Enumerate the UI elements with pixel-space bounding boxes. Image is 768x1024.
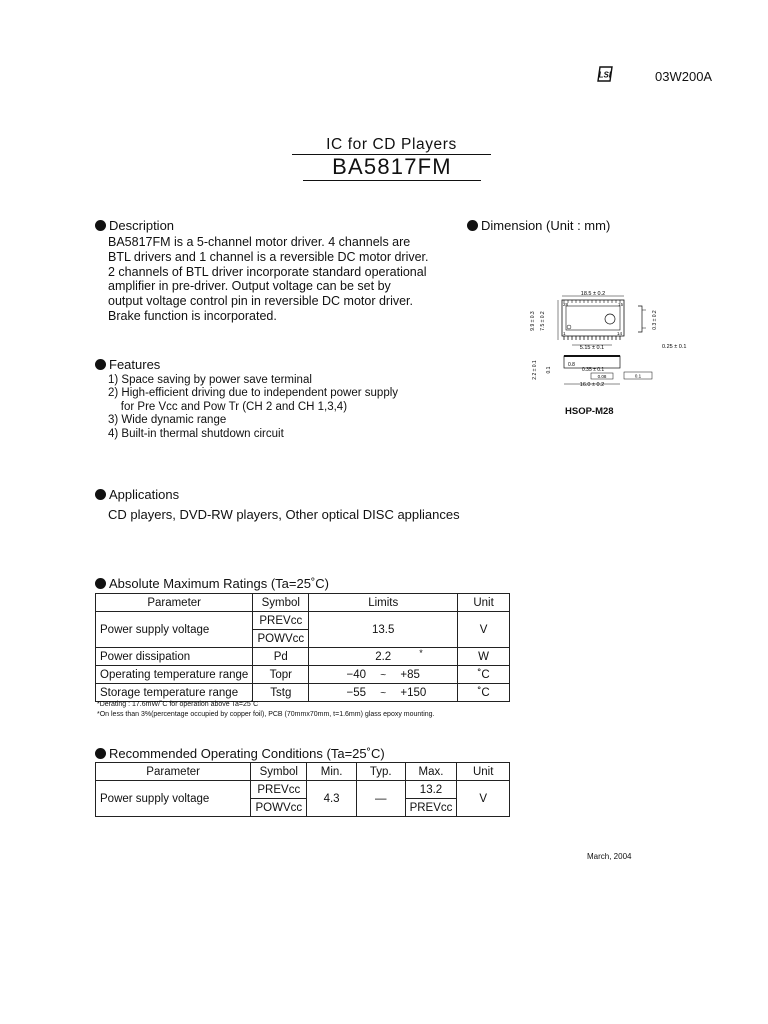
dim-left1: 9.9 ± 0.3	[530, 311, 536, 331]
header-cell: Max.	[405, 763, 457, 781]
symbol-cell: PREVcc	[253, 612, 309, 630]
description-line: output voltage control pin in reversible DC motor driver.	[108, 294, 414, 309]
description-heading	[95, 218, 174, 233]
description-line: 2 channels of BTL driver incorporate standard operational	[108, 264, 427, 279]
unit-cell: ˚C	[458, 684, 510, 702]
feature-item: for Pre Vcc and Pow Tr (CH 2 and CH 1,3,4)	[108, 400, 348, 413]
limit-value: 2.2	[375, 650, 392, 663]
table-row	[96, 781, 510, 799]
rec-op-heading	[95, 746, 385, 761]
header-cell: Symbol	[253, 594, 309, 612]
dim-tol: 0.08	[597, 374, 607, 379]
max-cell: PREVcc	[405, 799, 457, 817]
logo-text: LSI	[598, 70, 612, 80]
symbol-cell: Tstg	[253, 684, 309, 702]
symbol-cell: PREVcc	[251, 781, 307, 799]
rohm-logo	[597, 66, 613, 82]
limit-min: −55	[346, 686, 367, 699]
table-row	[96, 612, 510, 630]
param-cell: Storage temperature range	[96, 684, 253, 702]
page-subtitle	[292, 136, 491, 155]
max-cell: 13.2	[405, 781, 457, 799]
pin-label: 1	[563, 331, 566, 336]
min-cell: 4.3	[307, 781, 357, 817]
rec-op-table	[95, 762, 510, 817]
typ-cell: —	[356, 781, 405, 817]
dim-left2: 7.5 ± 0.2	[540, 311, 546, 331]
package-name: HSOP-M28	[565, 406, 614, 417]
param-cell: Operating temperature range	[96, 666, 253, 684]
description-line: Brake function is incorporated.	[108, 308, 277, 323]
applications-text: CD players, DVD-RW players, Other optical DISC appliances	[108, 507, 460, 522]
abs-max-title: Absolute Maximum Ratings (Ta=25˚C)	[109, 576, 329, 591]
limit-cell	[309, 684, 458, 702]
title-text: BA5817FM	[332, 154, 452, 179]
dim-side-h2: 0.1	[546, 366, 552, 374]
header-cell: Min.	[307, 763, 357, 781]
feature-item: 1) Space saving by power save terminal	[108, 374, 312, 386]
param-cell: Power dissipation	[96, 648, 253, 666]
table-row	[96, 666, 510, 684]
header-cell: Unit	[457, 763, 510, 781]
dim-length: 16.0 ± 0.2	[579, 382, 605, 388]
feature-item: 3) Wide dynamic range	[108, 414, 227, 427]
limit-cell	[309, 648, 458, 666]
limit-min: −40	[346, 668, 367, 681]
bullet-icon	[95, 220, 106, 231]
bullet-icon	[95, 578, 106, 589]
description-body	[108, 235, 453, 324]
dimension-heading	[467, 218, 610, 233]
limit-max: +85	[400, 668, 420, 681]
header-cell: Typ.	[356, 763, 405, 781]
dim-lead: 0.35 ± 0.1	[582, 367, 605, 373]
dim-top-width: 18.5 ± 0.2	[580, 291, 606, 297]
table-row	[96, 648, 510, 666]
limit-cell: 13.5	[309, 612, 458, 648]
abs-max-heading	[95, 576, 329, 591]
subtitle-text: IC for CD Players	[326, 136, 457, 153]
feature-item: 4) Built-in thermal shutdown circuit	[108, 427, 284, 440]
dim-right1: 0.3 ± 0.2	[652, 310, 658, 330]
param-cell: Power supply voltage	[96, 781, 251, 817]
footnote: *Derating : 17.6mW/˚C for operation above Ta=25˚C	[97, 701, 259, 708]
description-line: BA5817FM is a 5-channel motor driver. 4 channels are	[108, 235, 411, 249]
footer-date: March, 2004	[587, 852, 632, 861]
table-header-row	[96, 594, 510, 612]
header-cell: Limits	[309, 594, 458, 612]
param-cell: Power supply voltage	[96, 612, 253, 648]
unit-cell: V	[457, 781, 510, 817]
bullet-icon	[95, 489, 106, 500]
limit-cell	[309, 666, 458, 684]
feature-item: 2) High-efficient driving due to independent power supply	[108, 387, 399, 400]
dim-flat: 0.1	[634, 373, 642, 379]
symbol-cell: Topr	[253, 666, 309, 684]
features-heading	[95, 357, 160, 372]
package-drawing	[520, 288, 687, 388]
table-header-row	[96, 763, 510, 781]
footnote: *On less than 3%(percentage occupied by copper foil), PCB (70mmx70mm, t=1.6mm) glass epoxy mounting.	[97, 711, 435, 718]
footnote-mark: *	[419, 648, 423, 658]
limit-tilde: ~	[380, 687, 387, 699]
abs-max-table	[95, 593, 510, 702]
bullet-icon	[95, 748, 106, 759]
bullet-icon	[95, 359, 106, 370]
unit-cell: W	[458, 648, 510, 666]
dim-bottom-width: 5.15 ± 0.1	[579, 345, 605, 351]
pin-label: 15	[618, 302, 624, 307]
description-line: BTL drivers and 1 channel is a reversible DC motor driver.	[108, 249, 429, 264]
rec-op-title: Recommended Operating Conditions (Ta=25˚C)	[109, 746, 385, 761]
table-row	[96, 684, 510, 702]
pin-label: 14	[617, 331, 623, 336]
symbol-cell: Pd	[253, 648, 309, 666]
applications-title: Applications	[109, 487, 180, 502]
limit-tilde: ~	[380, 669, 387, 681]
pin-label: 28	[563, 302, 569, 307]
symbol-cell: POWVcc	[253, 630, 309, 648]
symbol-cell: POWVcc	[251, 799, 307, 817]
doc-code: 03W200A	[655, 69, 713, 84]
applications-heading	[95, 487, 179, 502]
header-cell: Unit	[458, 594, 510, 612]
header-cell: Symbol	[251, 763, 307, 781]
dim-right2: 0.25 ± 0.1	[662, 344, 687, 350]
unit-cell: ˚C	[458, 666, 510, 684]
header-cell: Parameter	[96, 594, 253, 612]
abs-max-notes	[97, 700, 435, 720]
description-line: amplifier in pre-driver. Output voltage can be set by	[108, 279, 391, 294]
limit-max: +150	[400, 686, 427, 699]
description-title: Description	[109, 218, 175, 233]
dimension-title: Dimension (Unit : mm)	[481, 218, 611, 233]
header-cell: Parameter	[96, 763, 251, 781]
unit-cell: V	[458, 612, 510, 648]
bullet-icon	[467, 220, 478, 231]
page-title	[303, 155, 481, 181]
dim-pitch: 0.8	[568, 362, 575, 368]
dim-side-h1: 2.2 ± 0.1	[532, 360, 538, 380]
features-list	[108, 374, 398, 441]
features-title: Features	[109, 357, 161, 372]
